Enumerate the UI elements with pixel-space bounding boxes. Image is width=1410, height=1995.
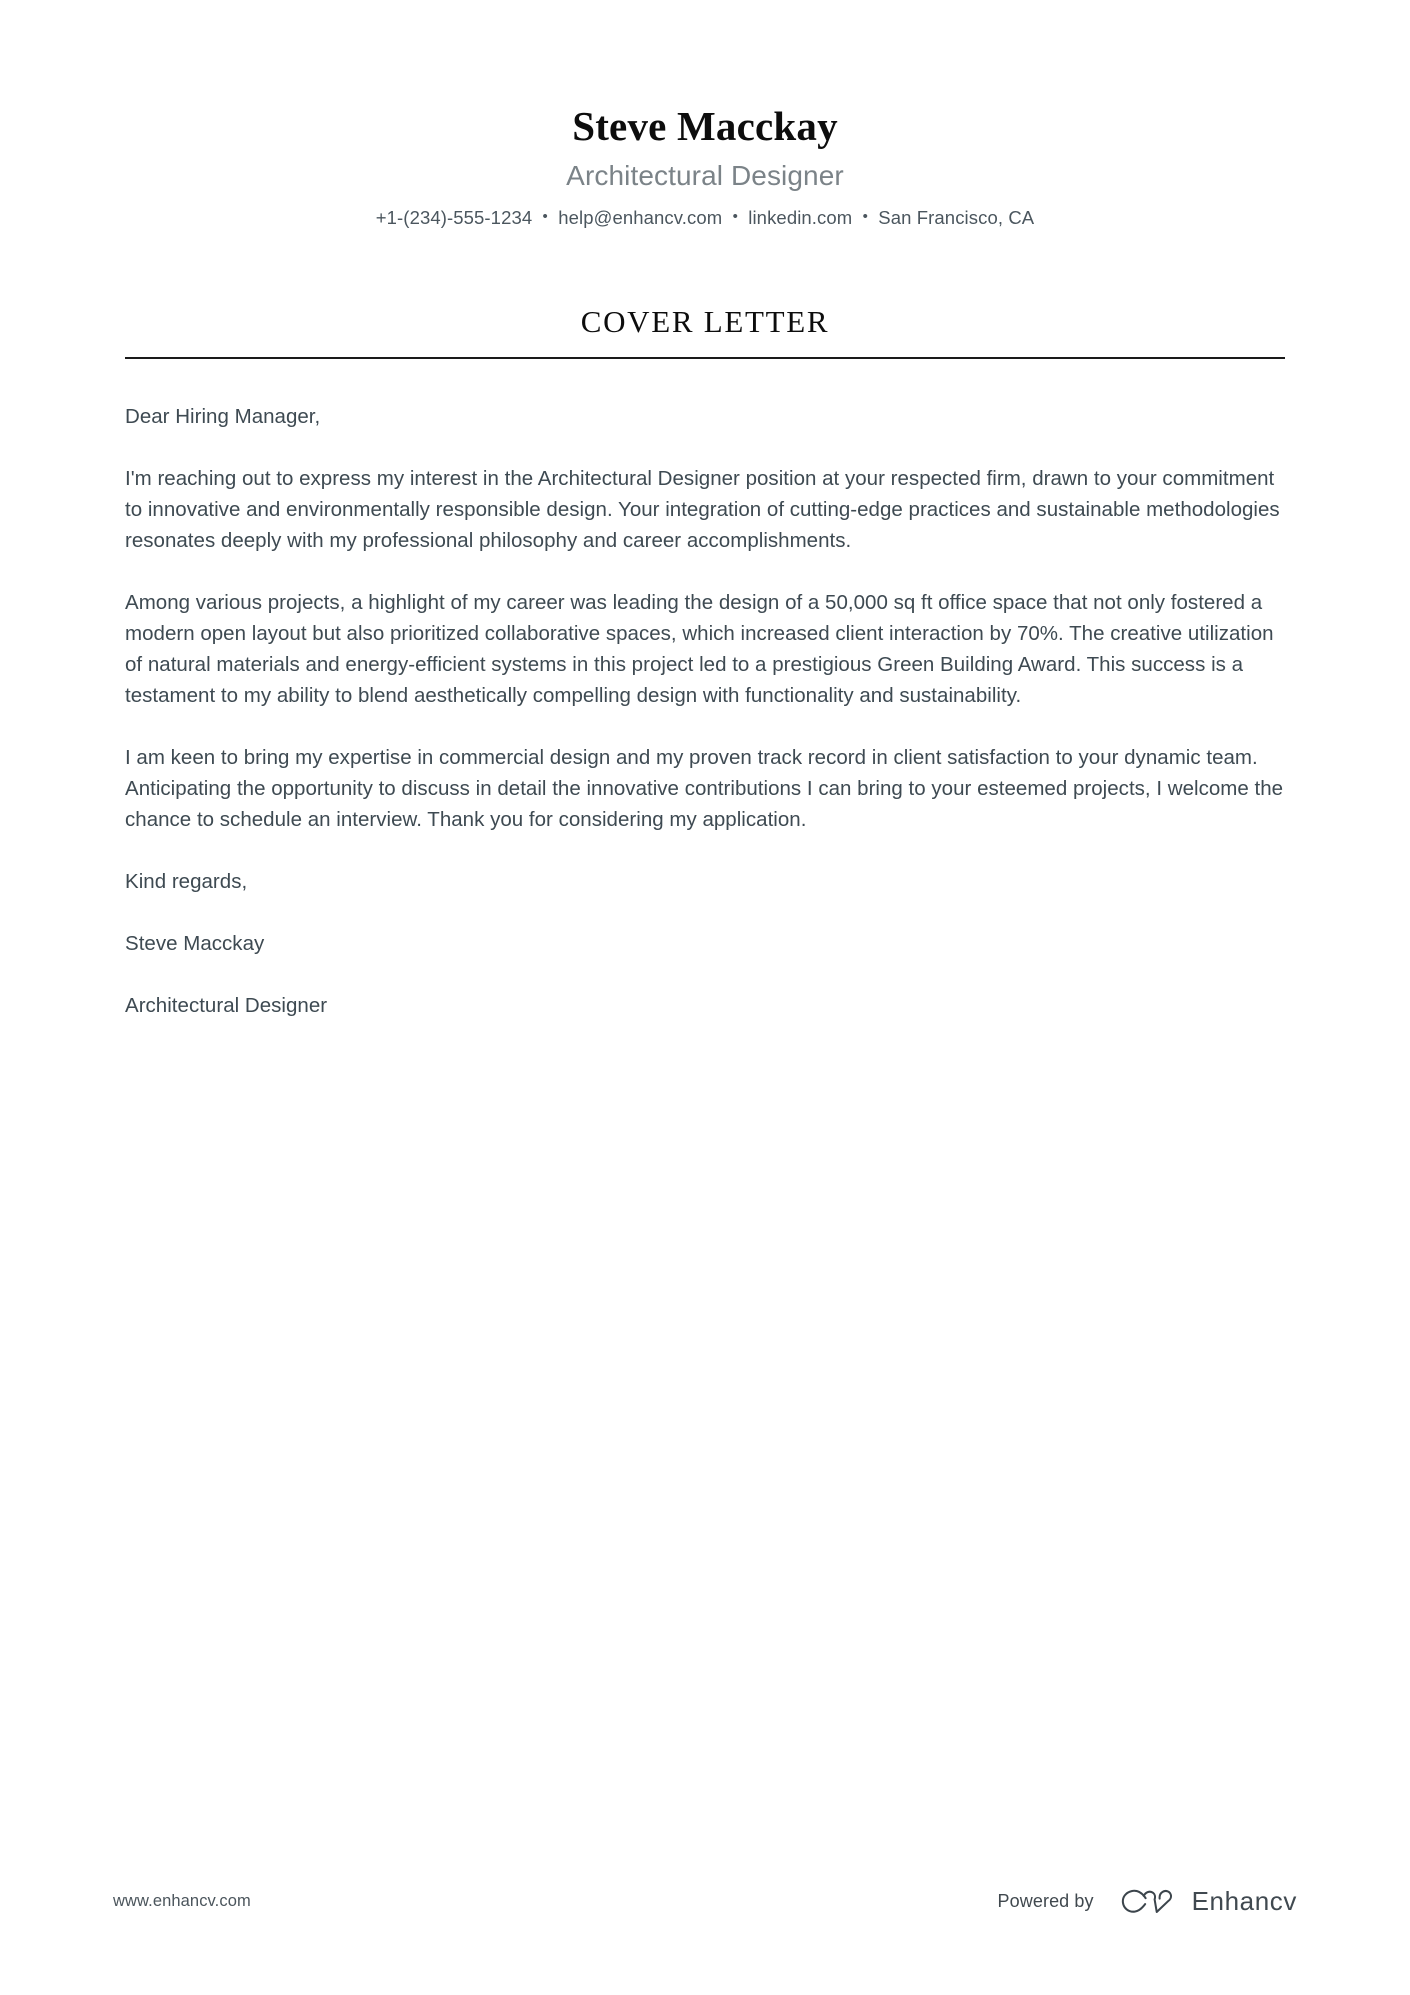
contact-email[interactable]: help@enhancv.com: [558, 206, 723, 228]
letter-signature-title: Architectural Designer: [125, 993, 328, 1017]
section-title: COVER LETTER: [580, 303, 830, 339]
contact-phone: +1-(234)-555-1234: [375, 206, 533, 228]
contact-separator-icon: •: [862, 208, 868, 226]
candidate-job-title: Architectural Designer: [566, 160, 844, 192]
letter-signature-name: Steve Macckay: [125, 931, 265, 955]
enhancv-brand-name: Enhancv: [1191, 1886, 1297, 1916]
contact-separator-icon: •: [732, 208, 738, 226]
letter-paragraph-3: I am keen to bring my expertise in commercial design and my proven track record in client satisfaction to your dynamic team. Anticipating the opportunity to discuss in detail the innovative contributions I can bring to your esteemed projects, I welcome the chance to schedule an interview. Thank you for considering my application.: [125, 745, 1284, 831]
candidate-name: Steve Macckay: [572, 103, 838, 149]
letter-salutation: Dear Hiring Manager,: [125, 404, 321, 428]
section-divider: [125, 357, 1285, 359]
enhancv-infinity-heart-logo-icon: [1120, 1887, 1178, 1917]
contact-linkedin[interactable]: linkedin.com: [748, 206, 853, 228]
contact-separator-icon: •: [542, 208, 548, 226]
footer-brand-block: [998, 1886, 1297, 1917]
contact-line: [0, 206, 1410, 230]
letter-paragraph-1: I'm reaching out to express my interest in the Architectural Designer position at your respected firm, drawn to your commitment to innovative and environmentally responsible design. Your integration of cutting-edge practices and sustainable methodologies resonates deeply with my professional philosophy and career accomplishments.: [125, 466, 1280, 552]
letter-body: [0, 401, 1410, 1021]
enhancv-logo-lockup[interactable]: [1120, 1886, 1297, 1917]
powered-by-label: Powered by: [997, 1891, 1094, 1911]
footer-website-link[interactable]: www.enhancv.com: [113, 1892, 251, 1910]
document-header: [0, 0, 1410, 230]
letter-signoff: Kind regards,: [125, 869, 248, 893]
letter-paragraph-2: Among various projects, a highlight of my career was leading the design of a 50,000 sq ft office space that not only fostered a modern open layout but also prioritized collaborative spaces, which increased client interaction by 70%. The creative utilization of natural materials and energy-efficient systems in this project led to a prestigious Green Building Award. This success is a testament to my ability to blend aesthetically compelling design with functionality and sustainability.: [125, 590, 1274, 707]
cover-letter-section-header: [0, 304, 1410, 359]
document-footer: [0, 1886, 1410, 1917]
contact-location: San Francisco, CA: [878, 206, 1035, 228]
